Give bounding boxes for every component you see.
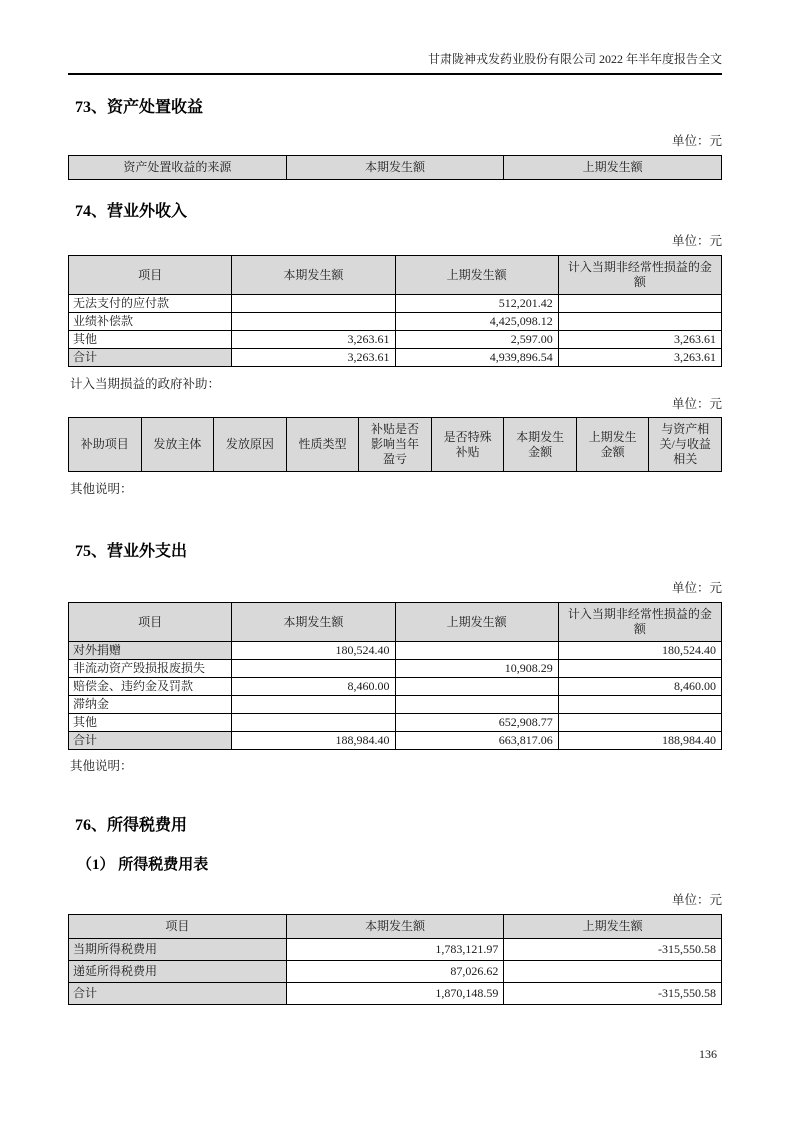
- asset-disposal-income-table: [68, 155, 722, 180]
- section-73-title: 73、资产处置收益: [75, 99, 204, 116]
- row-label: 无法支付的应付款: [69, 295, 232, 313]
- cell-value: 512,201.42: [395, 295, 558, 313]
- cell-value: 4,425,098.12: [395, 313, 558, 331]
- column-header: 本期发生额: [286, 156, 504, 180]
- column-header: 上期发生金额: [576, 418, 649, 472]
- cell-value: 188,984.40: [558, 732, 721, 750]
- column-header: 上期发生额: [504, 156, 722, 180]
- unit-label: 单位：元: [671, 234, 722, 248]
- section-76-title: 76、所得税费用: [75, 817, 188, 834]
- column-header: 上期发生额: [504, 915, 722, 939]
- row-label: 其他: [69, 331, 232, 349]
- row-label: 其他: [69, 714, 232, 732]
- cell-value: 663,817.06: [395, 732, 558, 750]
- column-header: 与资产相关/与收益相关: [649, 418, 722, 472]
- row-label: 滞纳金: [69, 696, 232, 714]
- page-number: 136: [699, 1047, 717, 1061]
- table-row: [69, 331, 722, 349]
- column-header: 上期发生额: [395, 603, 558, 642]
- non-operating-income-table: [68, 255, 722, 367]
- table-row: [69, 714, 722, 732]
- column-header: 补贴是否影响当年盈亏: [359, 418, 432, 472]
- table-header-row: [69, 603, 722, 642]
- cell-value: 3,263.61: [232, 349, 395, 367]
- cell-value: -315,550.58: [504, 939, 722, 961]
- cell-value: [558, 714, 721, 732]
- cell-value: 180,524.40: [558, 642, 721, 660]
- column-header: 本期发生额: [286, 915, 504, 939]
- column-header: 发放原因: [214, 418, 287, 472]
- cell-value: 1,783,121.97: [286, 939, 504, 961]
- column-header: 项目: [69, 603, 232, 642]
- other-note: 其他说明：: [70, 759, 133, 773]
- row-label: 对外捐赠: [69, 642, 232, 660]
- row-label: 递延所得税费用: [69, 961, 287, 983]
- cell-value: 3,263.61: [558, 331, 721, 349]
- cell-value: 8,460.00: [232, 678, 395, 696]
- table-header-row: [69, 915, 722, 939]
- cell-value: 87,026.62: [286, 961, 504, 983]
- cell-value: [395, 696, 558, 714]
- cell-value: [232, 295, 395, 313]
- column-header: 本期发生金额: [504, 418, 577, 472]
- column-header: 性质类型: [286, 418, 359, 472]
- cell-value: [558, 295, 721, 313]
- non-operating-expense-table: [68, 602, 722, 750]
- cell-value: [395, 642, 558, 660]
- cell-value: 652,908.77: [395, 714, 558, 732]
- row-label: 合计: [69, 983, 287, 1005]
- column-header: 资产处置收益的来源: [69, 156, 287, 180]
- table-row: [69, 961, 722, 983]
- cell-value: [232, 714, 395, 732]
- cell-value: 4,939,896.54: [395, 349, 558, 367]
- cell-value: 10,908.29: [395, 660, 558, 678]
- row-label: 赔偿金、违约金及罚款: [69, 678, 232, 696]
- cell-value: [232, 660, 395, 678]
- row-label: 合计: [69, 732, 232, 750]
- row-label: 业绩补偿款: [69, 313, 232, 331]
- column-header: 补助项目: [69, 418, 142, 472]
- table-header-row: [69, 156, 722, 180]
- section-74-title: 74、营业外收入: [75, 203, 188, 220]
- government-subsidy-table: [68, 417, 722, 472]
- row-label: 非流动资产毁损报废损失: [69, 660, 232, 678]
- document-header-title: 甘肃陇神戎发药业股份有限公司 2022 年半年度报告全文: [427, 52, 722, 66]
- table-row: [69, 642, 722, 660]
- cell-value: [558, 696, 721, 714]
- table-row: [69, 295, 722, 313]
- table-header-row: [69, 418, 722, 472]
- cell-value: [504, 961, 722, 983]
- cell-value: -315,550.58: [504, 983, 722, 1005]
- row-label: 当期所得税费用: [69, 939, 287, 961]
- other-note: 其他说明：: [70, 482, 133, 496]
- cell-value: 3,263.61: [232, 331, 395, 349]
- column-header: 项目: [69, 915, 287, 939]
- cell-value: [395, 678, 558, 696]
- subsidy-caption: 计入当期损益的政府补助：: [70, 377, 221, 391]
- cell-value: [558, 313, 721, 331]
- cell-value: [558, 660, 721, 678]
- column-header: 发放主体: [141, 418, 214, 472]
- unit-label: 单位：元: [671, 134, 722, 148]
- cell-value: 1,870,148.59: [286, 983, 504, 1005]
- table-total-row: [69, 732, 722, 750]
- document-header: [68, 0, 722, 75]
- cell-value: 180,524.40: [232, 642, 395, 660]
- section-76-subtitle: （1） 所得税费用表: [77, 857, 209, 873]
- cell-value: 8,460.00: [558, 678, 721, 696]
- table-total-row: [69, 983, 722, 1005]
- cell-value: [232, 696, 395, 714]
- column-header: 计入当期非经常性损益的金额: [558, 603, 721, 642]
- table-row: [69, 696, 722, 714]
- cell-value: 2,597.00: [395, 331, 558, 349]
- income-tax-expense-table: [68, 914, 722, 1005]
- table-row: [69, 939, 722, 961]
- table-row: [69, 678, 722, 696]
- column-header: 项目: [69, 256, 232, 295]
- cell-value: [232, 313, 395, 331]
- unit-label: 单位：元: [671, 893, 722, 907]
- table-row: [69, 660, 722, 678]
- table-header-row: [69, 256, 722, 295]
- column-header: 计入当期非经常性损益的金额: [558, 256, 721, 295]
- unit-label: 单位：元: [671, 581, 722, 595]
- table-total-row: [69, 349, 722, 367]
- column-header: 本期发生额: [232, 603, 395, 642]
- column-header: 上期发生额: [395, 256, 558, 295]
- unit-label: 单位：元: [671, 397, 722, 411]
- column-header: 是否特殊补贴: [431, 418, 504, 472]
- cell-value: 188,984.40: [232, 732, 395, 750]
- column-header: 本期发生额: [232, 256, 395, 295]
- cell-value: 3,263.61: [558, 349, 721, 367]
- row-label: 合计: [69, 349, 232, 367]
- table-row: [69, 313, 722, 331]
- section-75-title: 75、营业外支出: [75, 543, 188, 560]
